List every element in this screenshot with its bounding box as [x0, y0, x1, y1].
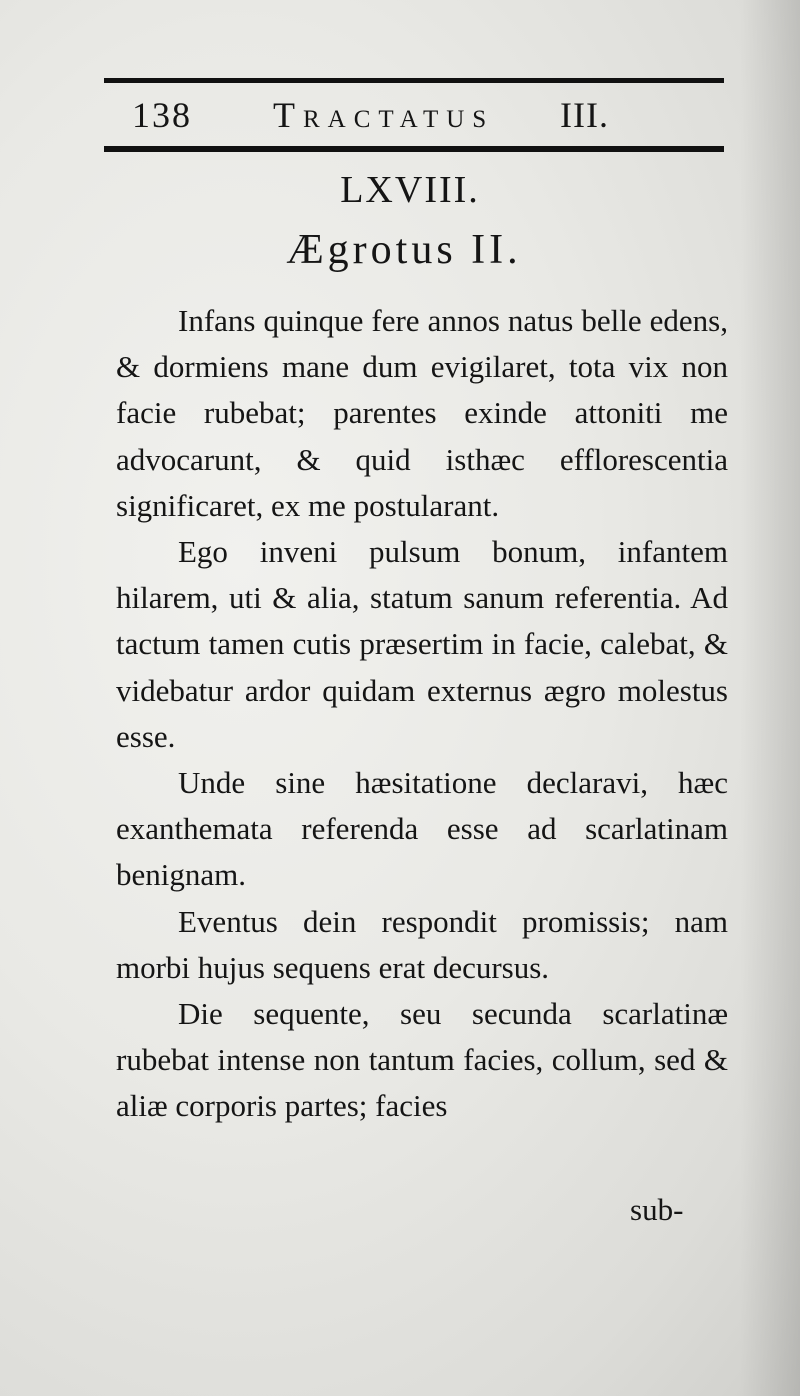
page-number: 138 — [132, 95, 192, 135]
header-rule-bottom — [104, 146, 724, 152]
header-rule-top — [104, 78, 724, 83]
paragraph: Die sequente, seu secunda scarlatinæ rubebat intense non tantum facies, collum, sed & aliæ corporis partes; facies — [116, 996, 728, 1124]
section-number: LXVIII. — [340, 169, 480, 211]
body-text — [116, 298, 728, 1130]
running-numeral: III. — [560, 95, 609, 135]
catchword: sub- — [630, 1192, 684, 1227]
running-title: Tractatus — [273, 95, 495, 135]
paragraph: Infans quinque fere annos natus belle edens, & dormiens mane dum evigilaret, tota vix non facie rubebat; parentes exinde attoniti me advocarunt, & quid isthæc efflorescentia significaret, ex me postularant. — [116, 303, 728, 523]
paragraph: Eventus dein respondit promissis; nam morbi hujus sequens erat decursus. — [116, 903, 728, 985]
paragraph: Ego inveni pulsum bonum, infantem hilarem, uti & alia, statum sanum referentia. Ad tactum tamen cutis præsertim in facie, calebat, & videbatur ardor quidam externus ægro molestus esse. — [116, 534, 728, 754]
running-head — [108, 94, 728, 138]
paragraph: Unde sine hæsitatione declaravi, hæc exanthemata referenda esse ad scarlatinam benignam. — [116, 765, 728, 893]
section-title: Ægrotus II. — [286, 227, 522, 273]
